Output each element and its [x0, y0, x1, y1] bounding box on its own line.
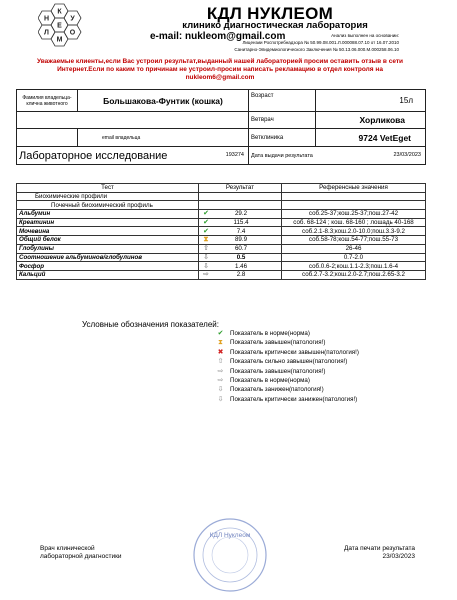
issue-date-cell — [249, 147, 426, 165]
table-row — [17, 262, 426, 271]
table-row — [17, 218, 426, 227]
issue-date-value: 23/03/2023 — [393, 152, 421, 158]
up-icon: ⇧ — [203, 245, 209, 253]
table-row — [17, 236, 426, 245]
lab-title: КДЛ НУКЛЕОМ — [206, 4, 334, 23]
legend-label: Показатель сильно завышен(патология!) — [230, 358, 348, 366]
legend-item — [215, 367, 325, 376]
result-cell — [199, 210, 282, 219]
lab-stamp — [192, 517, 268, 593]
warn-icon: ⧗ — [203, 236, 209, 244]
print-date-label: Дата печати результата — [343, 545, 415, 552]
down-icon: ⇩ — [203, 262, 209, 270]
study-title: Лабораторное исследование — [19, 149, 168, 162]
legend-marker-icon: ✔ — [217, 330, 224, 337]
legend-label: Показатель критически занижен(патология!) — [230, 395, 358, 403]
notice-line: Уважаемые клиенты,если Вас устроил результат,выданный нашей лабораторией просим оставить отзыв в сети — [36, 58, 404, 65]
print-date-block — [330, 545, 415, 561]
result-cell — [199, 253, 282, 262]
test-name: Мочевина — [17, 227, 199, 236]
logo-letter: Л — [44, 29, 49, 37]
clinic-value: 9724 VetEget — [316, 129, 426, 147]
reference-range: соб.0.6-2;кош.1.1-2.3;пош.1.6-4 — [282, 262, 426, 271]
reference-range: соб.58-78;кош.54-77;пош.55-73 — [282, 236, 426, 245]
stamp-text: КДЛ Нуклеом — [209, 532, 251, 539]
legend-label: Показатель в норме(норма) — [230, 330, 310, 337]
group-header: Биохимические профили — [17, 192, 199, 201]
logo-letter: Е — [57, 22, 62, 30]
result-cell — [199, 270, 282, 279]
legend-item — [215, 329, 310, 338]
legend-label: Показатель завышен(патология!) — [230, 339, 326, 347]
legend-marker-icon: ⇧ — [217, 358, 224, 366]
honeycomb-logo — [38, 3, 84, 53]
reference-range: 0.7-2.0 — [282, 253, 426, 262]
legend-marker-icon: ⧗ — [218, 339, 223, 347]
lab-subtitle: клинико диагностическая лаборатория — [182, 20, 368, 31]
test-name: Глобулины — [17, 244, 199, 253]
lab-email: e-mail: nukleom@gmail.com — [150, 31, 286, 42]
legend-item — [215, 385, 324, 394]
doctor-title-line: лабораторной диагностики — [40, 553, 122, 560]
legend-marker-icon: ⇨ — [217, 367, 224, 375]
result-value: 89.9 — [234, 236, 248, 244]
result-cell — [199, 227, 282, 236]
check-icon: ✔ — [203, 219, 209, 227]
legend-marker-icon: ✖ — [217, 348, 224, 356]
doctor-signature-block — [40, 545, 122, 561]
license-note-heading: Анализ выполнен на основании: — [331, 33, 399, 38]
logo-letter: У — [70, 15, 75, 23]
age-value: 15л — [316, 90, 426, 112]
legend-marker-icon: ⇩ — [217, 386, 224, 394]
group-subheader: Почечный биохимический профиль — [17, 201, 199, 210]
legend-marker-icon: ⇩ — [217, 395, 224, 403]
vet-value: Хорликова — [316, 112, 426, 129]
reference-range: соб.2.7-3.2;кош.2.0-2.7;пош.2.65-3.2 — [282, 270, 426, 279]
result-value: 29.2 — [234, 210, 248, 218]
legend-item — [215, 348, 359, 357]
test-name: Фосфор — [17, 262, 199, 271]
doctor-title-line: Врач клинической — [40, 545, 95, 552]
logo-letter: К — [57, 8, 62, 16]
test-name: Кальций — [17, 270, 199, 279]
table-row — [17, 253, 426, 262]
legend-label: Показатель в норме(норма) — [230, 377, 310, 384]
legend-item — [215, 395, 357, 404]
study-cell — [17, 147, 249, 165]
col-result-header: Результат — [199, 184, 282, 193]
results-table — [16, 183, 426, 280]
result-value: 0.5 — [236, 253, 246, 261]
result-value: 1.46 — [234, 262, 248, 270]
reference-range: соб.2.1-8.3;кош.2.0-10.0;пош.3.3-9.2 — [282, 227, 426, 236]
review-request-notice — [10, 58, 430, 83]
col-test-header: Тест — [17, 184, 199, 193]
test-name: Общий белок — [17, 236, 199, 245]
study-number: 193274 — [225, 152, 244, 158]
col-ref-header: Референсные значения — [282, 184, 426, 193]
sanitary-note: Санитарно-Эпидемиологического Заключения № 50.13.06.000.М.000258.06.10 — [234, 47, 399, 52]
legend-item — [215, 357, 347, 366]
notice-line: Интернет.Если по каким то причинам не устроил-просим написать рекламацию в отдел контроля на — [57, 66, 383, 74]
clinic-label: Ветклиника — [249, 129, 316, 147]
table-row — [17, 210, 426, 219]
reference-range: соб.25-37;кош.25-37;пош.27-42 — [282, 210, 426, 219]
test-name: Креатинин — [17, 218, 199, 227]
age-label: Возраст — [249, 90, 316, 112]
legend-label: Показатель завышен(патология!) — [230, 367, 326, 375]
check-icon: ✔ — [203, 227, 209, 235]
logo-letter: М — [56, 36, 63, 44]
logo-letter: Н — [43, 15, 50, 23]
result-value: 60.7 — [234, 245, 248, 253]
result-value: 2.8 — [236, 271, 246, 279]
notice-line: nukleom6@gmail.com — [185, 74, 255, 82]
issue-date-label: Дата выдачи результата — [251, 152, 313, 159]
table-row — [17, 270, 426, 279]
test-name: Альбумин — [17, 210, 199, 219]
legend-label: Показатель занижен(патология!) — [230, 386, 324, 394]
result-cell — [199, 244, 282, 253]
right-icon: ⇨ — [203, 271, 209, 279]
legend-item — [215, 376, 310, 385]
result-value: 7.4 — [236, 227, 246, 235]
down-icon: ⇩ — [203, 253, 209, 261]
legend-label: Показатель критически завышен(патология!) — [230, 348, 359, 356]
table-row — [17, 244, 426, 253]
check-icon: ✔ — [203, 210, 209, 218]
legend-item — [215, 338, 325, 347]
logo-letter: О — [69, 29, 76, 37]
result-cell — [199, 236, 282, 245]
license-note: Лицензии Роспотребнадзора № 50.99.08.001.Л.000088.07.10 от 16.07.2010 — [242, 40, 399, 45]
vet-label: Ветврач — [249, 112, 316, 129]
owner-label: Фамилия владельца-клична животного — [17, 90, 78, 112]
result-value: 115.4 — [233, 219, 249, 227]
email-label: email владельца — [78, 129, 249, 147]
legend-marker-icon: ⇨ — [217, 377, 224, 384]
patient-info-table — [16, 89, 426, 165]
reference-range: соб. 68-124 ; кош. 68-160 ; лошадь 40-168 — [282, 218, 426, 227]
result-cell — [199, 218, 282, 227]
reference-range: 26-46 — [282, 244, 426, 253]
print-date-value: 23/03/2023 — [382, 553, 415, 560]
legend-title: Условные обозначения показателей: — [82, 320, 219, 329]
table-row — [17, 227, 426, 236]
test-name: Соотношение альбуминов/глобулинов — [17, 253, 199, 262]
owner-value: Большакова-Фунтик (кошка) — [78, 90, 249, 112]
result-cell — [199, 262, 282, 271]
